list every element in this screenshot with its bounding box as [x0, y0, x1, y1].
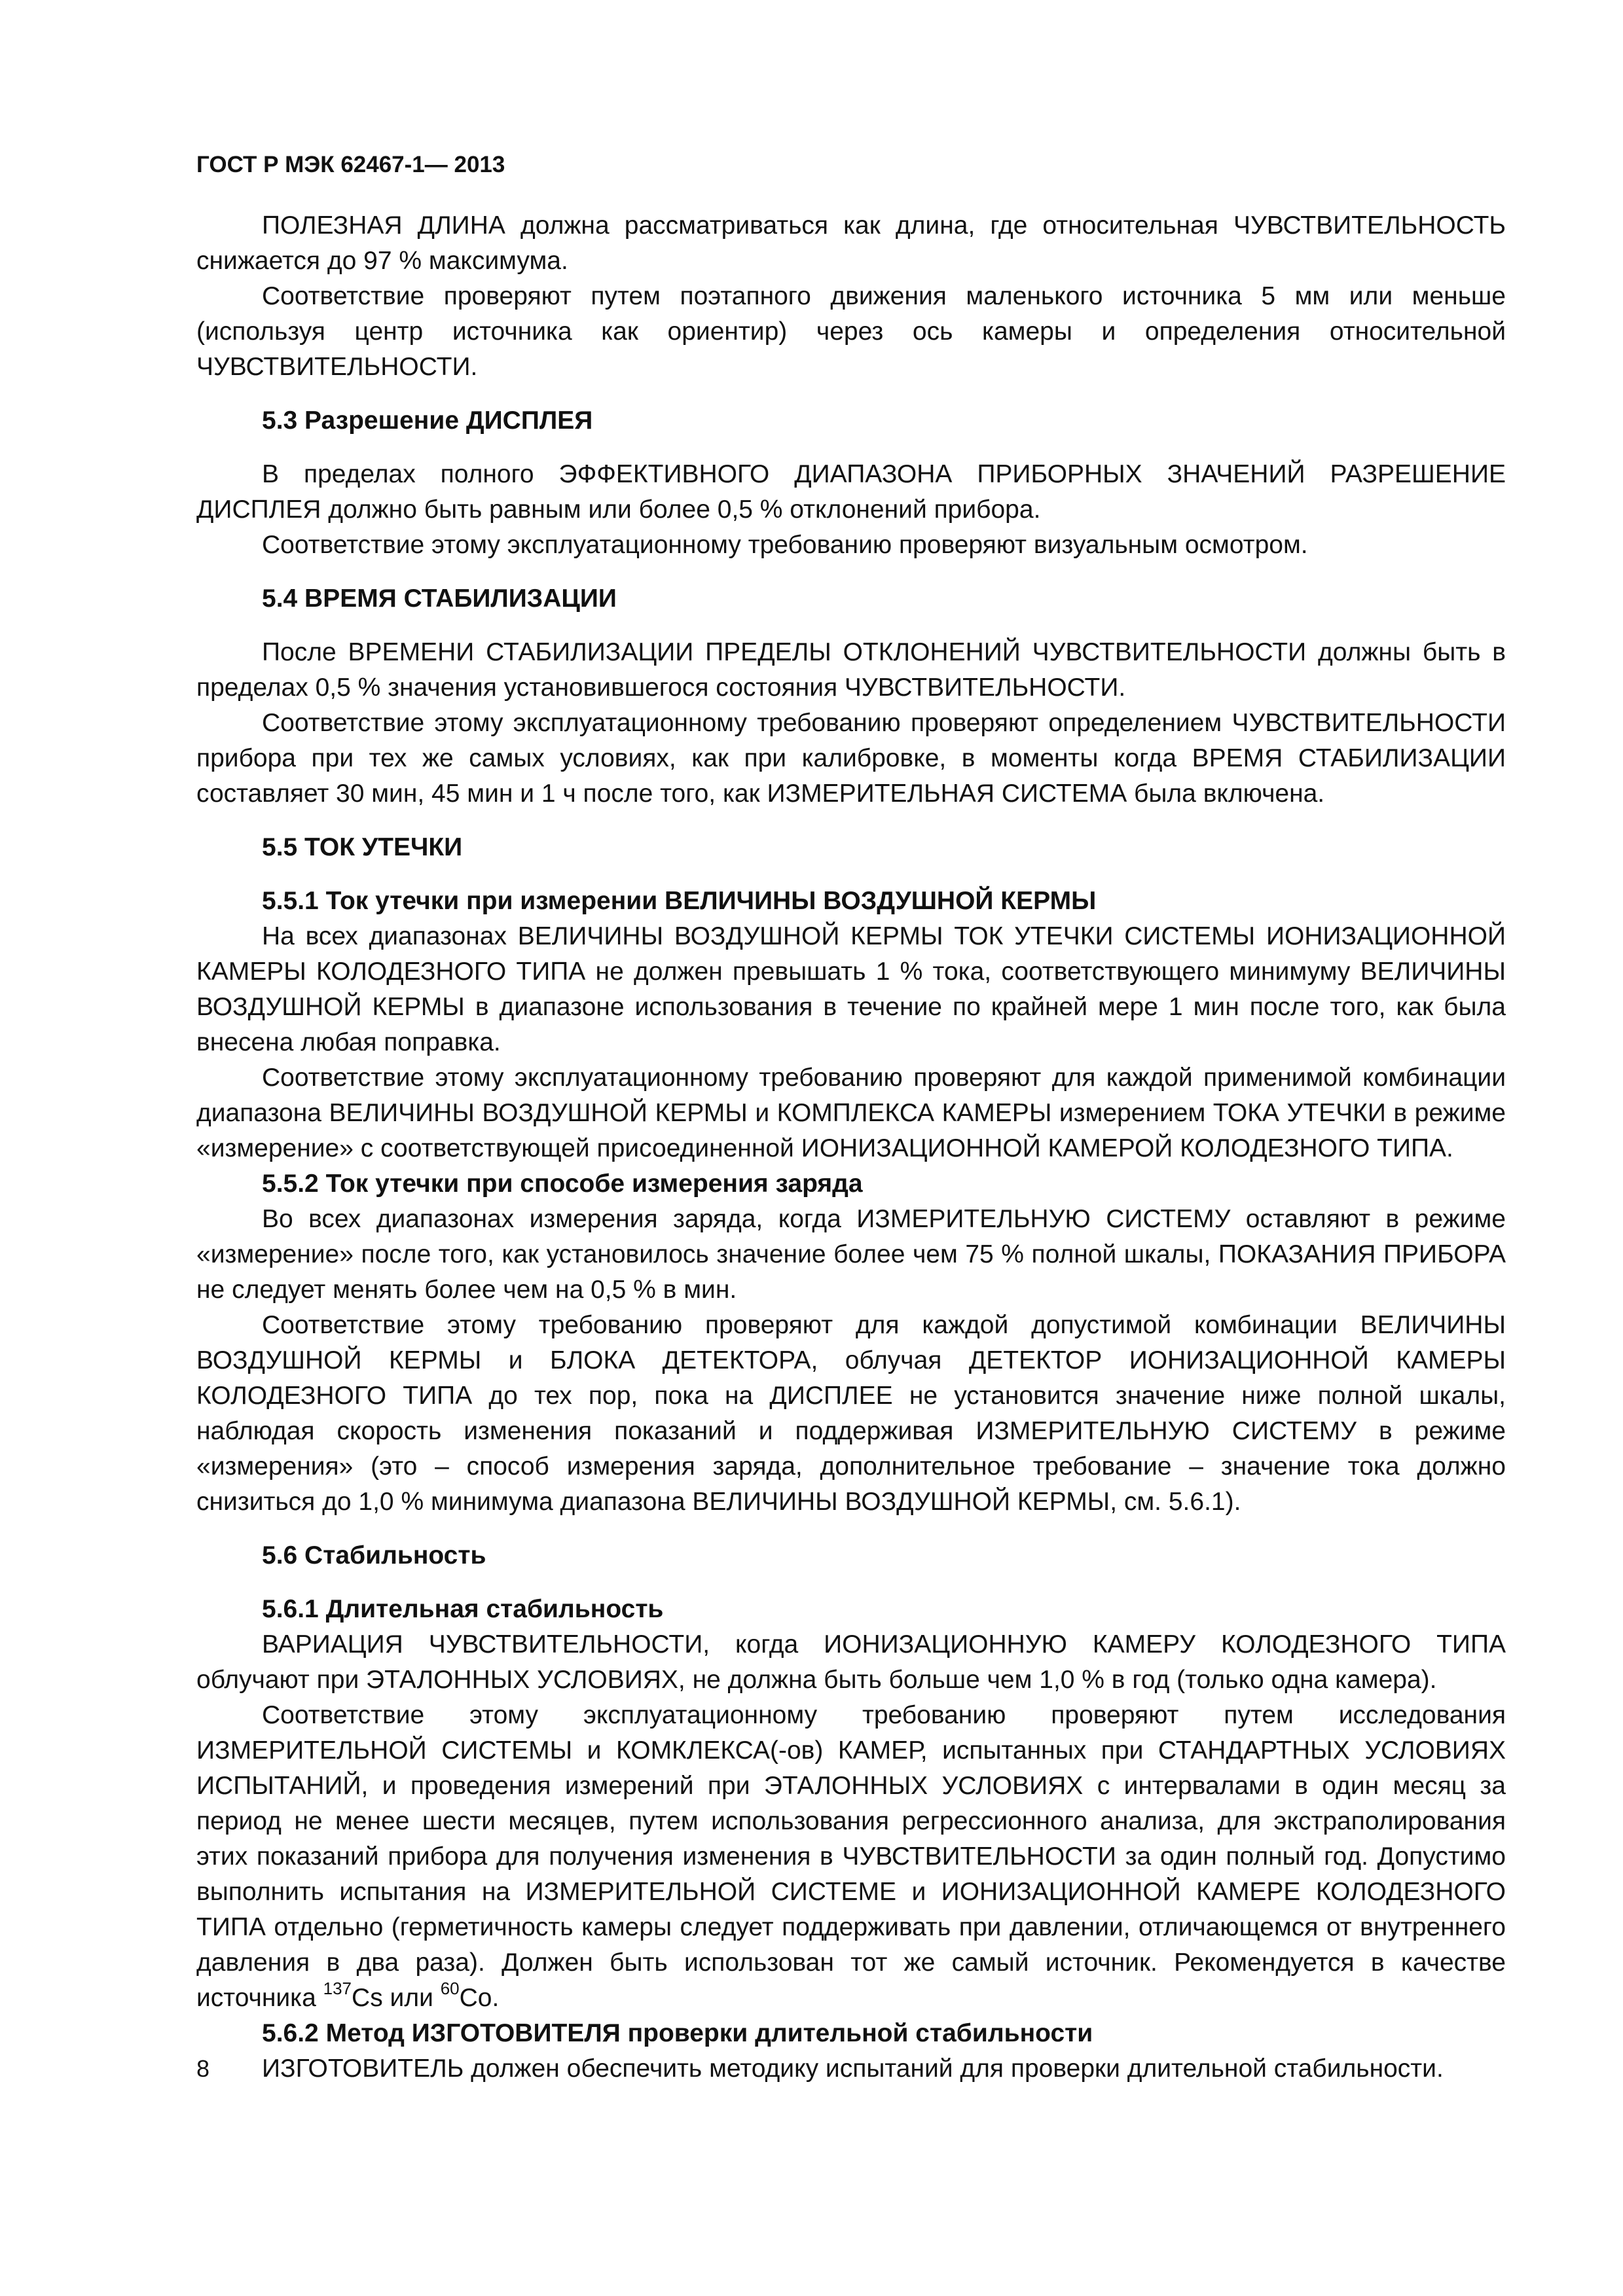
section-heading-5-5: 5.5 ТОК УТЕЧКИ — [262, 833, 463, 861]
paragraph-text: Соответствие этому эксплуатационному требованию проверяют путем исследования ИЗМЕРИТЕЛЬНОЙ СИСТЕМЫ и КОМКЛЕКСА(-ов) КАМЕР, испытанных при СТАНДАРТНЫХ УСЛОВИЯХ ИСПЫТАНИЙ, и проведения измерений при ЭТАЛОННЫХ УСЛОВИЯХ с интервалами в один месяц за период не менее шести месяцев, путем использования регрессионного анализа, для экстраполирования этих показаний прибора для получения изменения в ЧУВСТВИТЕЛЬНОСТИ за один полный год. Допустимо выполнить испытания на ИЗМЕРИТЕЛЬНОЙ СИСТЕМЕ и ИОНИЗАЦИОННОЙ КАМЕРЕ КОЛОДЕЗНОГО ТИПА отдельно (герметичность камеры следует поддерживать при давлении, отличающемся от внутреннего давления в два раза). Должен быть использован тот же самый источник. Рекомендуется в качестве источника — [196, 1701, 1506, 2012]
isotope-mass-number: 60 — [440, 1979, 460, 1998]
section-heading-5-3: 5.3 Разрешение ДИСПЛЕЯ — [262, 406, 593, 435]
subsection-heading-5-6-2: 5.6.2 Метод ИЗГОТОВИТЕЛЯ проверки длительной стабильности — [262, 2019, 1093, 2047]
subsection-heading-5-6-1: 5.6.1 Длительная стабильность — [262, 1595, 664, 1623]
isotope-mass-number: 137 — [323, 1979, 352, 1998]
paragraph: Во всех диапазонах измерения заряда, когда ИЗМЕРИТЕЛЬНУЮ СИСТЕМУ оставляют в режиме «измерение» после того, как установилось значение более чем 75 % полной шкалы, ПОКАЗАНИЯ ПРИБОРА не следует менять более чем на 0,5 % в мин. — [196, 1205, 1506, 1304]
paragraph: ВАРИАЦИЯ ЧУВСТВИТЕЛЬНОСТИ, когда ИОНИЗАЦИОННУЮ КАМЕРУ КОЛОДЕЗНОГО ТИПА облучают при ЭТАЛОННЫХ УСЛОВИЯХ, не должна быть больше чем 1,0 % в год (только одна камера). — [196, 1630, 1506, 1694]
subsection-heading-5-5-1: 5.5.1 Ток утечки при измерении ВЕЛИЧИНЫ ВОЗДУШНОЙ КЕРМЫ — [262, 887, 1097, 915]
paragraph: Соответствие этому требованию проверяют для каждой допустимой комбинации ВЕЛИЧИНЫ ВОЗДУШНОЙ КЕРМЫ и БЛОКА ДЕТЕКТОРА, облучая ДЕТЕКТОР ИОНИЗАЦИОННОЙ КАМЕРЫ КОЛОДЕЗНОГО ТИПА до тех пор, пока на ДИСПЛЕЕ не установится значение ниже полной шкалы, наблюдая скорость изменения показаний и поддерживая ИЗМЕРИТЕЛЬНУЮ СИСТЕМУ в режиме «измерения» (это – способ измерения заряда, дополнительное требование – значение тока должно снизиться до 1,0 % минимума диапазона ВЕЛИЧИНЫ ВОЗДУШНОЙ КЕРМЫ, см. 5.6.1). — [196, 1311, 1506, 1516]
paragraph: На всех диапазонах ВЕЛИЧИНЫ ВОЗДУШНОЙ КЕРМЫ ТОК УТЕЧКИ СИСТЕМЫ ИОНИЗАЦИОННОЙ КАМЕРЫ КОЛОДЕЗНОГО ТИПА не должен превышать 1 % тока, соответствующего минимуму ВЕЛИЧИНЫ ВОЗДУШНОЙ КЕРМЫ в диапазоне использования в течение по крайней мере 1 мин после того, как была внесена любая поправка. — [196, 922, 1506, 1056]
document-body — [196, 208, 1506, 2087]
paragraph: Соответствие этому эксплуатационному требованию проверяют визуальным осмотром. — [262, 531, 1308, 559]
subsection-heading-5-5-2: 5.5.2 Ток утечки при способе измерения заряда — [262, 1170, 863, 1198]
paragraph: Соответствие проверяют путем поэтапного движения маленького источника 5 мм или меньше (используя центр источника как ориентир) через ось камеры и определения относительной ЧУВСТВИТЕЛЬНОСТИ. — [196, 282, 1506, 381]
section-heading-5-6: 5.6 Стабильность — [262, 1541, 486, 1570]
page-number: 8 — [196, 2055, 210, 2082]
paragraph: ИЗГОТОВИТЕЛЬ должен обеспечить методику испытаний для проверки длительной стабильности. — [262, 2054, 1444, 2083]
paragraph: Соответствие этому эксплуатационному требованию проверяют определением ЧУВСТВИТЕЛЬНОСТИ прибора при тех же самых условиях, как при калибровке, в моменты когда ВРЕМЯ СТАБИЛИЗАЦИИ составляет 30 мин, 45 мин и 1 ч после того, как ИЗМЕРИТЕЛЬНАЯ СИСТЕМА была включена. — [196, 709, 1506, 808]
isotope-symbol: Cs или — [352, 1984, 441, 2012]
paragraph: В пределах полного ЭФФЕКТИВНОГО ДИАПАЗОНА ПРИБОРНЫХ ЗНАЧЕНИЙ РАЗРЕШЕНИЕ ДИСПЛЕЯ должно быть равным или более 0,5 % отклонений прибора. — [196, 460, 1506, 524]
paragraph: Соответствие этому эксплуатационному требованию проверяют для каждой применимой комбинации диапазона ВЕЛИЧИНЫ ВОЗДУШНОЙ КЕРМЫ и КОМПЛЕКСА КАМЕРЫ измерением ТОКА УТЕЧКИ в режиме «измерение» с соответствующей присоединенной ИОНИЗАЦИОННОЙ КАМЕРОЙ КОЛОДЕЗНОГО ТИПА. — [196, 1064, 1506, 1162]
paragraph: После ВРЕМЕНИ СТАБИЛИЗАЦИИ ПРЕДЕЛЫ ОТКЛОНЕНИЙ ЧУВСТВИТЕЛЬНОСТИ должны быть в пределах 0,5 % значения установившегося состояния ЧУВСТВИТЕЛЬНОСТИ. — [196, 638, 1506, 702]
isotope-symbol: Co. — [459, 1984, 500, 2012]
paragraph — [196, 1698, 1506, 2016]
section-heading-5-4: 5.4 ВРЕМЯ СТАБИЛИЗАЦИИ — [262, 584, 617, 613]
paragraph: ПОЛЕЗНАЯ ДЛИНА должна рассматриваться как длина, где относительная ЧУВСТВИТЕЛЬНОСТЬ снижается до 97 % максимума. — [196, 211, 1506, 275]
page-header: ГОСТ Р МЭК 62467-1— 2013 — [196, 152, 505, 177]
